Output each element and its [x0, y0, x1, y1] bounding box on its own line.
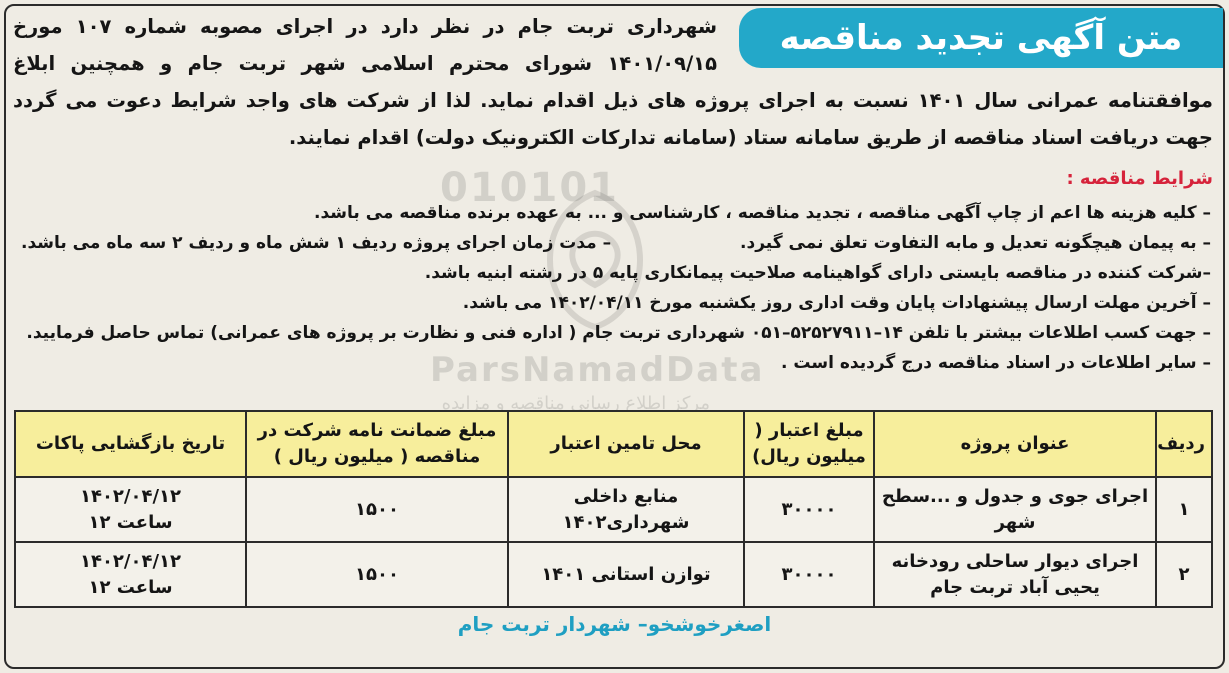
- cell-opening-date: ۱۴۰۲/۰۴/۱۲: [79, 550, 182, 572]
- table-row: [15, 477, 1212, 542]
- condition-4: – آخرین مهلت ارسال پیشنهادات پایان وقت اداری روز یکشنبه مورخ ۱۴۰۲/۰۴/۱۱ می باشد.: [462, 293, 1211, 313]
- conditions-list: [21, 198, 1211, 378]
- table-header-row: [15, 411, 1212, 477]
- footer: [0, 612, 1229, 636]
- header-project-title: عنوان پروژه: [874, 411, 1156, 477]
- intro-line-4: اقدام نمایند.: [288, 126, 410, 149]
- cell-project-title: اجرای جوی و جدول و ...سطح شهر: [874, 477, 1156, 542]
- cell-row-number: ۱: [1156, 477, 1212, 542]
- projects-table: [14, 410, 1213, 608]
- notice-title: متن آگهی تجدید مناقصه: [779, 18, 1183, 58]
- condition-5: – جهت کسب اطلاعات بیشتر با تلفن ۱۴–۵۲۵۲۷۹۱۱–۰۵۱ شهرداری تربت جام ( اداره فنی و نظارت بر پروژه های عمرانی) تماس حاصل فرمایید.: [26, 323, 1211, 343]
- cell-opening: [15, 477, 246, 542]
- condition-1: – کلیه هزینه ها اعم از چاپ آگهی مناقصه ، تجدید مناقصه ، کارشناسی و ... به عهده برنده مناقصه می باشد.: [314, 203, 1211, 223]
- cell-opening-date: ۱۴۰۲/۰۴/۱۲: [79, 485, 182, 507]
- cell-credit-amount: ۳۰۰۰۰: [744, 477, 874, 542]
- condition-2a: – به پیمان هیچگونه تعدیل و مابه التفاوت تعلق نمی گیرد.: [740, 233, 1211, 253]
- cell-guarantee-amount: ۱۵۰۰: [246, 477, 508, 542]
- cell-credit-source: توازن استانی ۱۴۰۱: [508, 542, 744, 607]
- condition-row-2: [21, 228, 1211, 258]
- watermark-brand: ParsNamadData: [430, 350, 765, 390]
- header-credit-source: محل تامین اعتبار: [508, 411, 744, 477]
- condition-6: – سایر اطلاعات در اسناد مناقصه درج گردیده است .: [781, 353, 1211, 373]
- cell-opening-time: ساعت ۱۲: [88, 511, 173, 533]
- cell-opening: [15, 542, 246, 607]
- header-credit-amount: مبلغ اعتبار ( میلیون ریال): [744, 411, 874, 477]
- watermark-code: 010101: [440, 165, 619, 211]
- cell-row-number: ۲: [1156, 542, 1212, 607]
- cell-opening-time: ساعت ۱۲: [88, 576, 173, 598]
- intro-line-2: محترم اسلامی شهر تربت جام و همچنین ابلاغ موافقتنامه عمرانی سال ۱۴۰۱ نسبت به اجرای: [13, 52, 1213, 112]
- intro-line-3: پروژه های ذیل اقدام نماید. لذا از شرکت های واجد شرایط دعوت می گردد جهت دریافت اسناد مناقصه از طریق سامانه ستاد (سامانه تدارکات الکترونیک دولت): [13, 89, 1213, 149]
- mayor-signature: اصغرخوشخو– شهردار تربت جام: [457, 612, 772, 636]
- intro-line-1: شهرداری تربت جام در نظر دارد در اجرای مصوبه شماره ۱۰۷ مورخ ۱۴۰۱/۰۹/۱۵ شورای: [13, 15, 717, 75]
- header-opening-date: تاریخ بازگشایی پاکات: [15, 411, 246, 477]
- cell-credit-amount: ۳۰۰۰۰: [744, 542, 874, 607]
- watermark-line: مرکز اطلاع رسانی مناقصه و مزایده: [441, 393, 710, 414]
- cell-guarantee-amount: ۱۵۰۰: [246, 542, 508, 607]
- conditions-title: شرایط مناقصه :: [1066, 168, 1213, 189]
- condition-2b: – مدت زمان اجرای پروژه ردیف ۱ شش ماه و ردیف ۲ سه ماه می باشد.: [21, 233, 612, 253]
- table-row: [15, 542, 1212, 607]
- header-row-number: ردیف: [1156, 411, 1212, 477]
- cell-project-title: اجرای دیوار ساحلی رودخانه یحیی آباد تربت جام: [874, 542, 1156, 607]
- header-guarantee-amount: مبلغ ضمانت نامه شرکت در مناقصه ( میلیون ریال ): [246, 411, 508, 477]
- title-badge: [739, 8, 1223, 68]
- condition-3: –شرکت کننده در مناقصه بایستی دارای گواهینامه صلاحیت پیمانکاری پایه ۵ در رشته ابنیه باشد.: [424, 263, 1211, 283]
- cell-credit-source: منابع داخلی شهرداری۱۴۰۲: [508, 477, 744, 542]
